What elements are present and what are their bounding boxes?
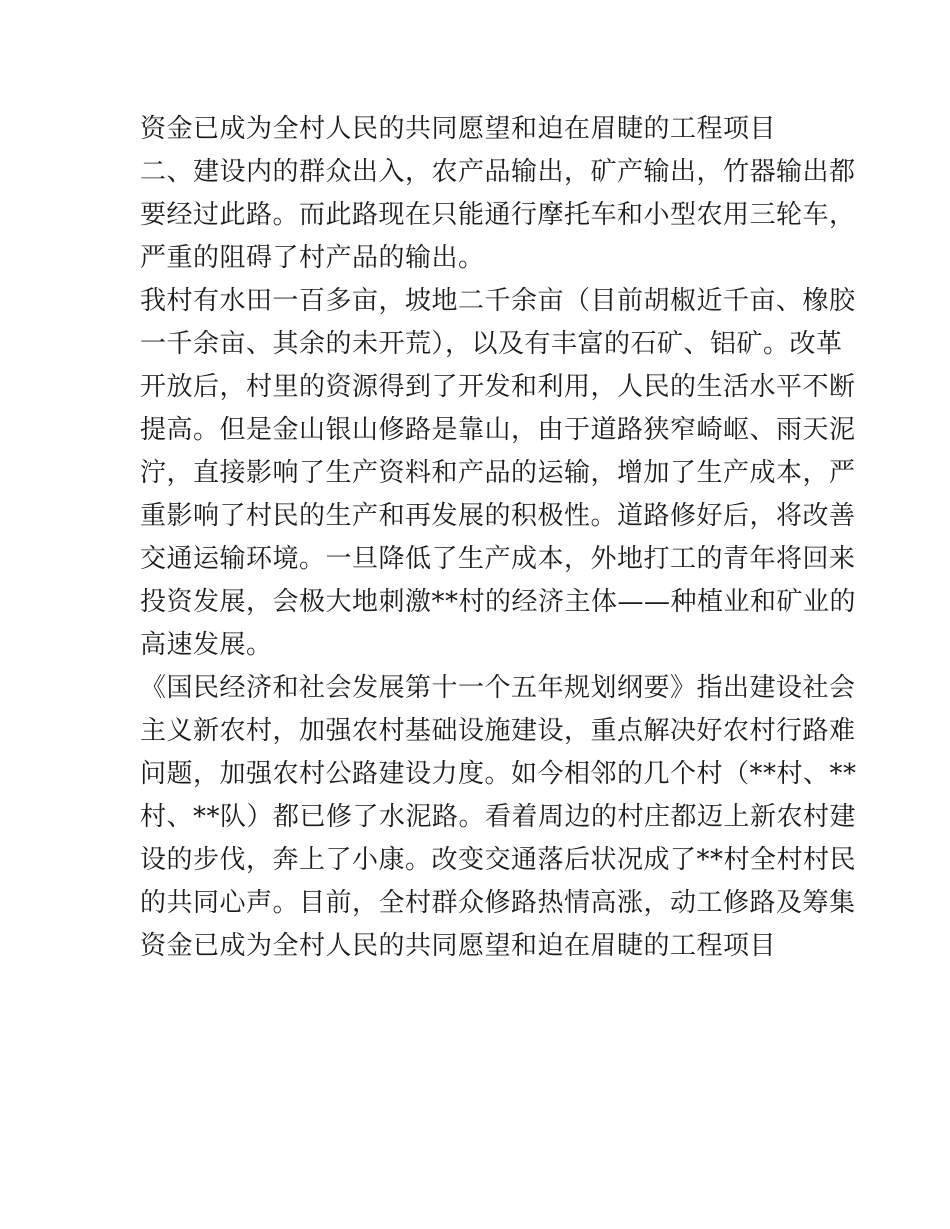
- text-line: 问题，加强农村公路建设力度。如今相邻的几个村（**村、**: [140, 759, 857, 789]
- text-line: 重影响了村民的生产和再发展的积极性。道路修好后，将改善: [140, 501, 856, 531]
- text-line: 主义新农村，加强农村基础设施建设，重点解决好农村行路难: [140, 716, 856, 746]
- text-line: 高速发展。: [140, 630, 273, 660]
- document-body: [140, 108, 857, 968]
- text-line: 村、**队）都已修了水泥路。看着周边的村庄都迈上新农村建: [140, 802, 857, 832]
- text-line: 《国民经济和社会发展第十一个五年规划纲要》指出建设社会: [140, 673, 856, 703]
- text-line: 的共同心声。目前，全村群众修路热情高涨，动工修路及筹集: [140, 888, 856, 918]
- text-line: 一千余亩、其余的未开荒），以及有丰富的石矿、铝矿。改革: [140, 329, 843, 359]
- text-line: 提高。但是金山银山修路是靠山，由于道路狭窄崎岖、雨天泥: [140, 415, 856, 445]
- text-line: 设的步伐，奔上了小康。改变交通落后状况成了**村全村村民: [140, 845, 857, 875]
- text-line: 交通运输环境。一旦降低了生产成本，外地打工的青年将回来: [140, 544, 856, 574]
- text-line: 投资发展，会极大地刺激**村的经济主体——种植业和矿业的: [140, 587, 857, 617]
- text-line: 资金已成为全村人民的共同愿望和迫在眉睫的工程项目: [140, 114, 777, 144]
- text-line: 资金已成为全村人民的共同愿望和迫在眉睫的工程项目: [140, 931, 777, 961]
- text-line: 我村有水田一百多亩，坡地二千余亩（目前胡椒近千亩、橡胶: [140, 286, 856, 316]
- text-line: 开放后，村里的资源得到了开发和利用，人民的生活水平不断: [140, 372, 856, 402]
- text-line: 泞，直接影响了生产资料和产品的运输，增加了生产成本，严: [140, 458, 856, 488]
- text-line: 要经过此路。而此路现在只能通行摩托车和小型农用三轮车，: [140, 200, 856, 230]
- text-line: 严重的阻碍了村产品的输出。: [140, 243, 485, 273]
- text-line: 二、建设内的群众出入，农产品输出，矿产输出，竹器输出都: [140, 157, 856, 187]
